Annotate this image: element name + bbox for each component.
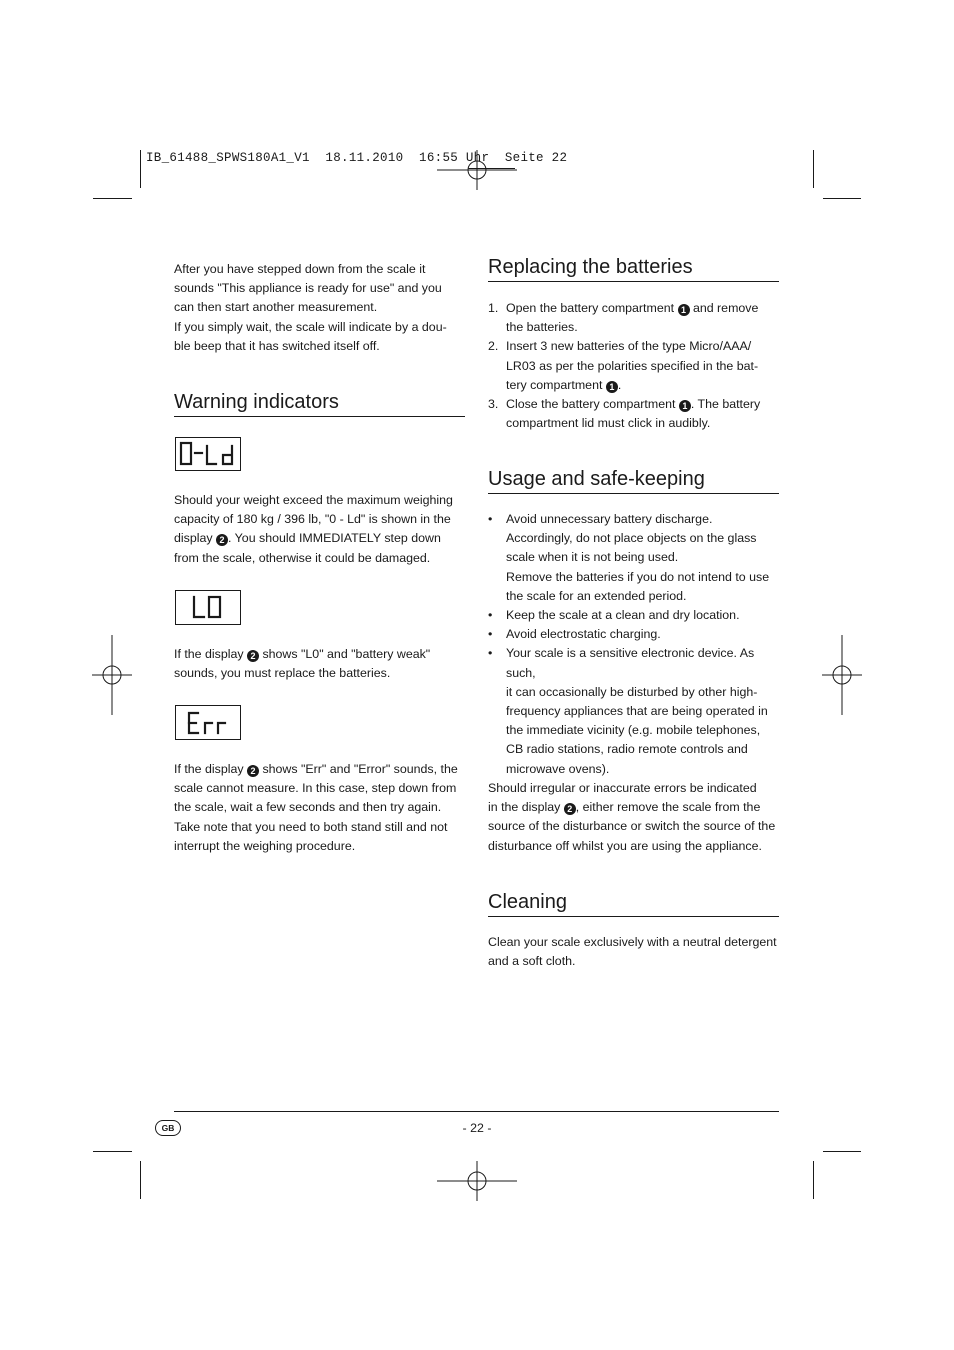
list-item: • Avoid electrostatic charging.: [488, 625, 780, 644]
intro-line: can then start another measurement.: [174, 300, 378, 315]
step-number: 3.: [488, 397, 499, 412]
callout-1-icon: 1: [679, 400, 691, 412]
callout-2-icon: 2: [216, 534, 228, 546]
error-line: If the display 2 shows "Err" and "Error" sounds, the: [174, 762, 458, 776]
heading-rule: [488, 916, 779, 917]
battery-low-line: If the display 2 shows "L0" and "battery weak": [174, 647, 431, 661]
warning-indicators-heading: Warning indicators: [174, 391, 339, 413]
bullet-icon: •: [488, 627, 493, 642]
lcd-battery-low-display: [175, 590, 241, 625]
registration-mark-right: [822, 635, 862, 715]
overload-paragraph: [174, 491, 466, 568]
footer-rule: [174, 1111, 779, 1112]
replacing-batteries-heading: Replacing the batteries: [488, 256, 693, 278]
step-number: 1.: [488, 301, 499, 315]
list-item: • Keep the scale at a clean and dry location.: [488, 606, 780, 625]
lcd-error-display: [175, 705, 241, 740]
overload-line: display 2 . You should IMMEDIATELY step down: [174, 531, 441, 546]
battery-low-line: sounds, you must replace the batteries.: [174, 666, 391, 681]
lcd-overload-glyphs: [176, 438, 240, 470]
lcd-error-glyphs: [176, 706, 240, 739]
callout-1-icon: 1: [678, 304, 690, 316]
intro-line: ble beep that it has switched itself off.: [174, 338, 380, 353]
intro-line: If you simply wait, the scale will indicate by a dou-: [174, 319, 447, 334]
callout-1-icon: 1: [606, 381, 618, 393]
overload-line: capacity of 180 kg / 396 lb, "0 - Ld" is shown in the: [174, 512, 451, 527]
overload-line: Should your weight exceed the maximum weighing: [174, 493, 453, 507]
heading-rule: [488, 493, 779, 494]
list-item: • Your scale is a sensitive electronic device. As such, it can occasionally be disturbed by other high- frequency appliances that are being operated in the immediate vicinity (e.g. mobile telephones, CB radio stations, radio remote controls and microwave ovens).: [488, 646, 768, 776]
error-line: Take note that you need to both stand still and not: [174, 819, 448, 834]
batteries-section-header: [488, 255, 779, 282]
intro-line: sounds "This appliance is ready for use" and you: [174, 281, 442, 296]
error-paragraph: [174, 760, 466, 856]
slug-underline: [468, 168, 515, 169]
registration-mark-left: [92, 635, 132, 715]
intro-line: After you have stepped down from the scale it: [174, 262, 426, 276]
battery-steps-list: [488, 299, 780, 433]
callout-2-icon: 2: [247, 650, 259, 662]
usage-safekeeping-heading: Usage and safe-keeping: [488, 468, 705, 490]
bullet-icon: •: [488, 512, 493, 526]
list-item: 3. Close the battery compartment 1 . The battery compartment lid must click in audibly.: [488, 397, 761, 431]
callout-2-icon: 2: [247, 765, 259, 777]
battery-low-paragraph: [174, 645, 466, 683]
cleaning-section-header: [488, 890, 779, 917]
usage-bullet-list: [488, 510, 780, 779]
warning-section-header: [174, 390, 465, 417]
cleaning-heading: Cleaning: [488, 891, 567, 913]
cleaning-paragraph: Clean your scale exclusively with a neutral detergent and a soft cloth.: [488, 935, 777, 969]
list-item: 1. Open the battery compartment 1 and remove the batteries.: [488, 301, 759, 335]
intro-paragraph: [174, 260, 466, 356]
irregular-errors-paragraph: Should irregular or inaccurate errors be indicated in the display 2 , either remove the scale from the source of the disturbance or switch the source of the disturbance off whilst you are using the appliance.: [488, 781, 776, 853]
error-line: the scale, wait a few seconds and then try again.: [174, 800, 442, 815]
bullet-icon: •: [488, 608, 493, 623]
registration-mark-bottom: [437, 1161, 517, 1201]
bullet-icon: •: [488, 646, 493, 661]
usage-section-header: [488, 467, 779, 494]
lcd-battery-low-glyphs: [176, 591, 240, 624]
heading-rule: [488, 281, 779, 282]
step-number: 2.: [488, 339, 499, 354]
page-number: - 22 -: [462, 1121, 492, 1135]
list-item: 2. Insert 3 new batteries of the type Micro/AAA/ LR03 as per the polarities specified in the bat- tery compartment 1 .: [488, 339, 759, 392]
lcd-overload-display: [175, 437, 241, 471]
callout-2-icon: 2: [564, 803, 576, 815]
error-line: scale cannot measure. In this case, step down from: [174, 781, 457, 796]
heading-rule: [174, 416, 465, 417]
error-line: interrupt the weighing procedure.: [174, 838, 356, 853]
language-badge: GB: [155, 1120, 181, 1136]
list-item: • Avoid unnecessary battery discharge. Accordingly, do not place objects on the glass scale when it is not being used. Remove the batteries if you do not intend to use the scale for an extended period.: [488, 512, 770, 603]
overload-line: from the scale, otherwise it could be damaged.: [174, 550, 431, 565]
print-slug: IB_61488_SPWS180A1_V1 18.11.2010 16:55 Uhr Seite 22: [146, 151, 568, 165]
